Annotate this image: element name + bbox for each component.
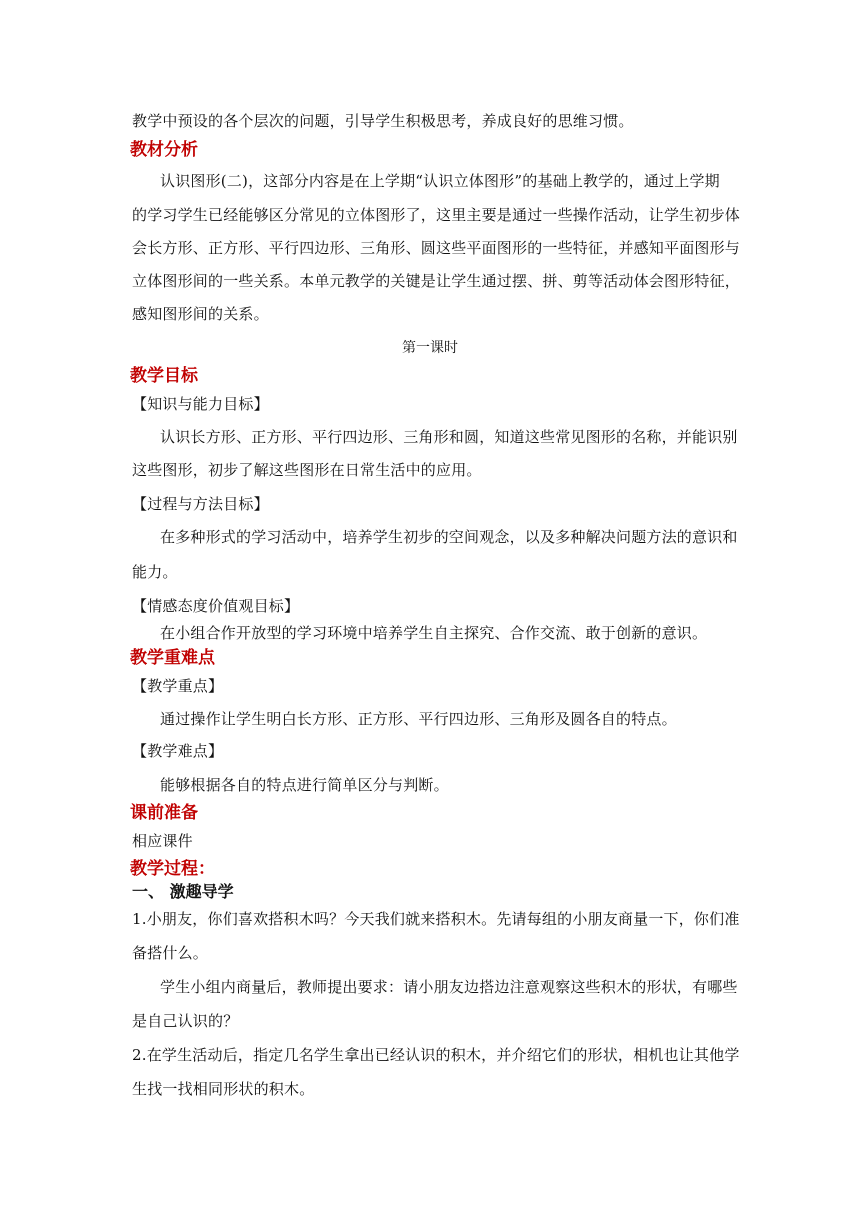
step1-line-1: 1.小朋友，你们喜欢搭积木吗？今天我们就来搭积木。先请每组的小朋友商量一下，你们准 — [132, 910, 740, 928]
heading-objectives: 教学目标 — [130, 366, 198, 386]
intro-text: 教学中预设的各个层次的问题，引导学生积极思考，养成良好的思维习惯。 — [132, 112, 634, 130]
analysis-line-3: 会长方形、正方形、平行四边形、三角形、圆这些平面图形的一些特征，并感知平面图形与 — [132, 239, 741, 257]
heading-textbook-analysis: 教材分析 — [130, 140, 198, 160]
preparation-text: 相应课件 — [132, 832, 193, 850]
heading-part-1: 一、 激趣导学 — [132, 882, 234, 901]
process-line-2: 能力。 — [132, 563, 178, 581]
analysis-line-1: 认识图形(二)，这部分内容是在上学期“认识立体图形”的基础上教学的，通过上学期 — [160, 172, 720, 190]
emotion-label: 【情感态度价值观目标】 — [132, 597, 300, 615]
analysis-line-5: 感知图形间的关系。 — [132, 305, 269, 323]
difficult-line-1: 能够根据各自的特点进行简单区分与判断。 — [160, 776, 449, 794]
knowledge-line-2: 这些图形，初步了解这些图形在日常生活中的应用。 — [132, 461, 482, 479]
process-label: 【过程与方法目标】 — [132, 495, 269, 513]
knowledge-line-1: 认识长方形、正方形、平行四边形、三角形和圆，知道这些常见图形的名称，并能识别 — [160, 428, 738, 446]
emotion-line-1: 在小组合作开放型的学习环境中培养学生自主探究、合作交流、敢于创新的意识。 — [160, 624, 708, 642]
step2-line-1: 2.在学生活动后，指定几名学生拿出已经认识的积木，并介绍它们的形状，相机也让其他学 — [132, 1046, 740, 1064]
step1-line-2: 备搭什么。 — [132, 944, 209, 962]
difficult-label: 【教学难点】 — [132, 742, 224, 760]
heading-teaching-process: 教学过程： — [130, 859, 215, 879]
step2-line-2: 生找一找相同形状的积木。 — [132, 1080, 315, 1098]
heading-preparation: 课前准备 — [130, 803, 198, 823]
heading-key-points: 教学重难点 — [130, 648, 215, 668]
process-line-1: 在多种形式的学习活动中，培养学生初步的空间观念，以及多种解决问题方法的意识和 — [160, 528, 738, 546]
analysis-line-2: 的学习学生已经能够区分常见的立体图形了，这里主要是通过一些操作活动，让学生初步体 — [132, 206, 741, 224]
lesson-title: 第一课时 — [402, 340, 458, 356]
knowledge-label: 【知识与能力目标】 — [132, 395, 269, 413]
step1-line-3: 学生小组内商量后，教师提出要求：请小朋友边搭边注意观察这些积木的形状，有哪些 — [160, 978, 738, 996]
step1-line-4: 是自己认识的？ — [132, 1012, 239, 1030]
key-line-1: 通过操作让学生明白长方形、正方形、平行四边形、三角形及圆各自的特点。 — [160, 710, 677, 728]
key-label: 【教学重点】 — [132, 677, 224, 695]
analysis-line-4: 立体图形间的一些关系。本单元教学的关键是让学生通过摆、拼、剪等活动体会图形特征， — [132, 272, 741, 290]
